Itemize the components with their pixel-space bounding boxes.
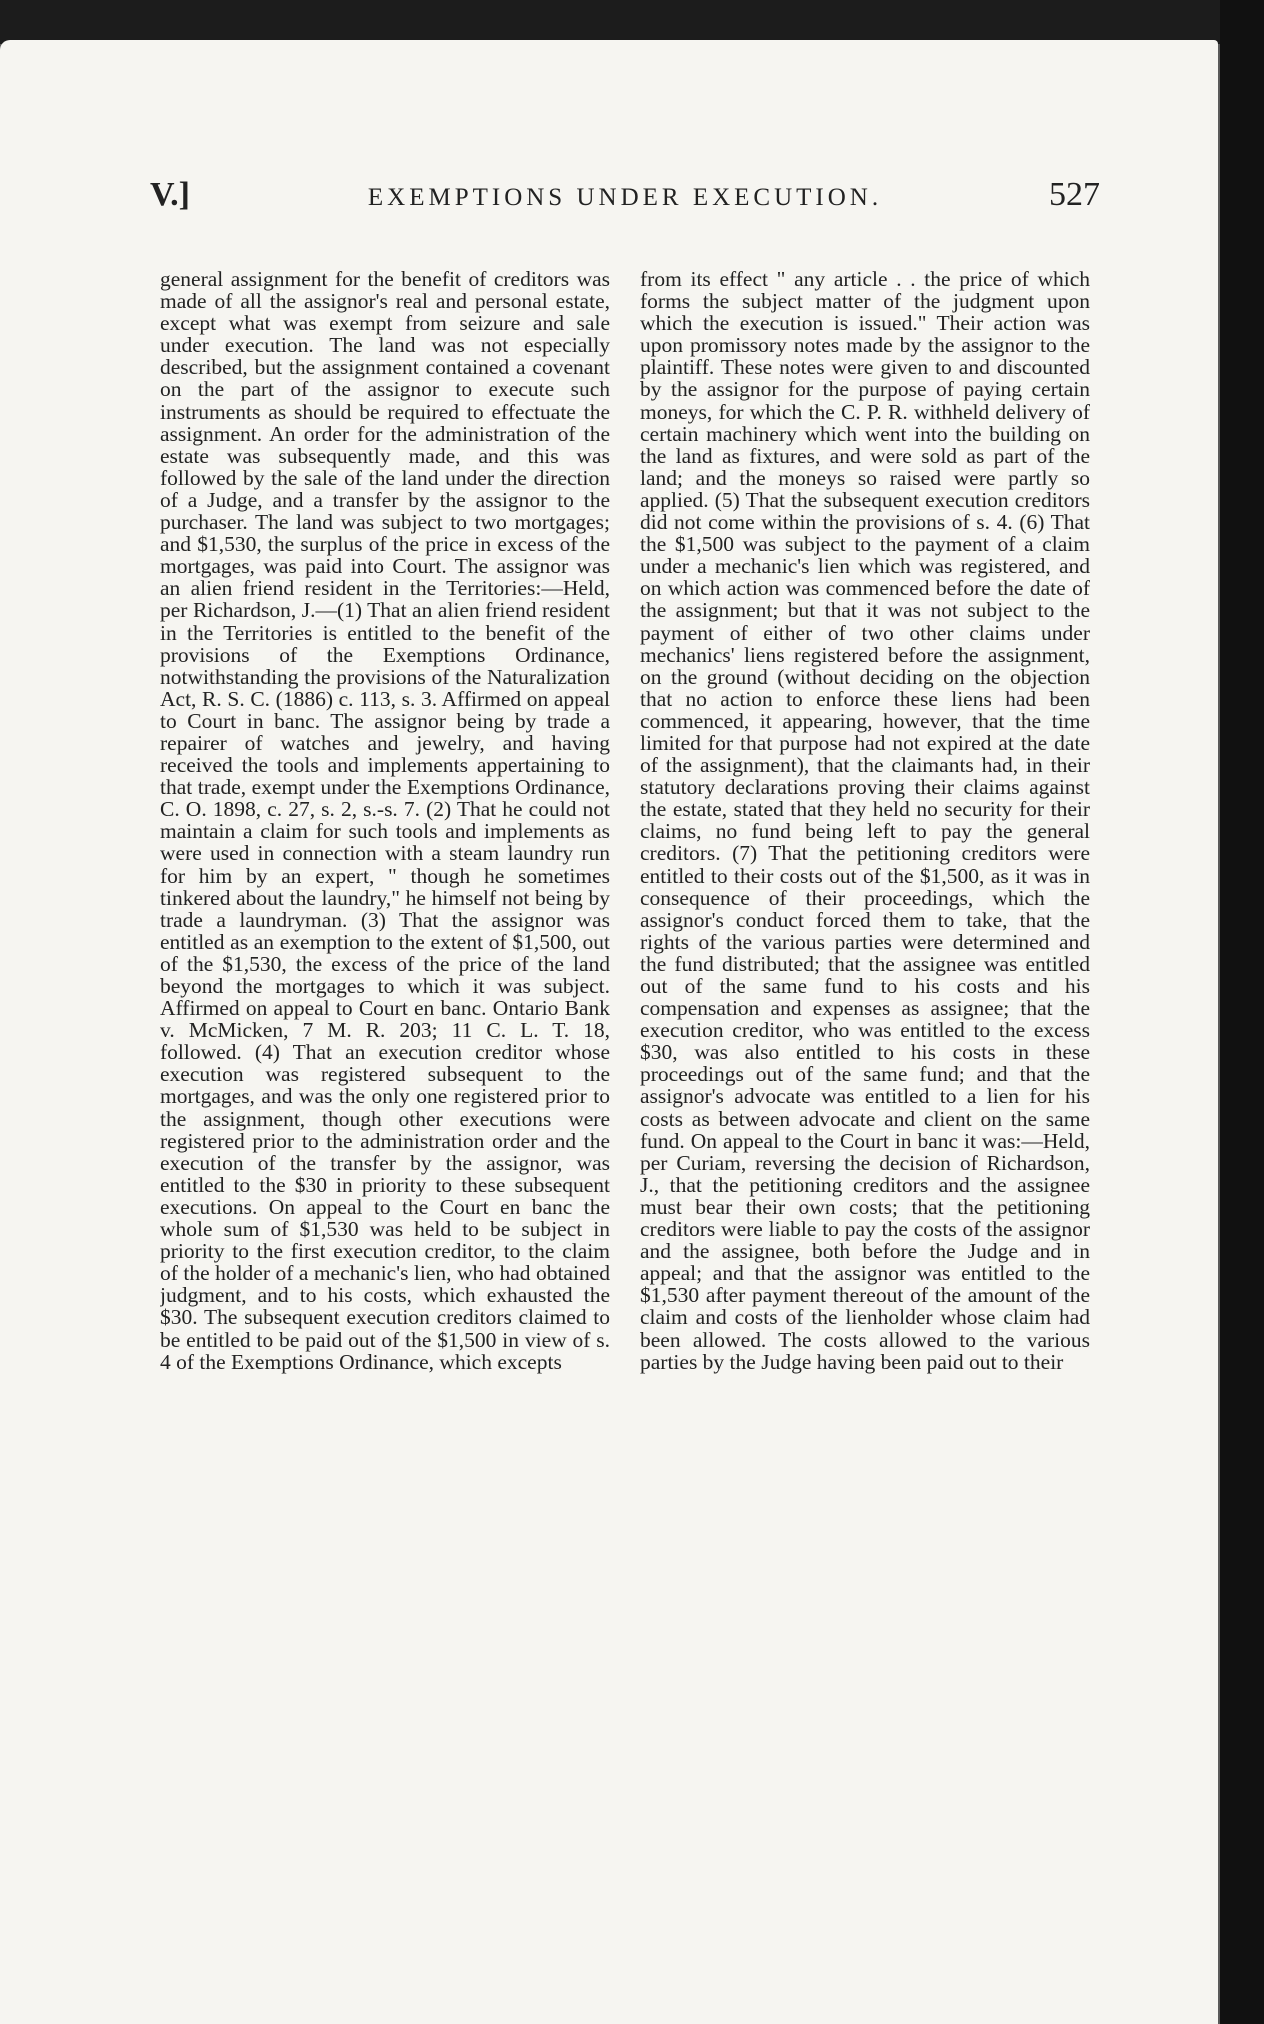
section-marker: V.]: [150, 176, 190, 213]
text-column-left: general assignment for the benefit of creditors was made of all the assignor's real and personal estate, except what was exempt from seizure and sale under execution. The land was not especially described, but the assignment contained a covenant on the part of the assignor to execute such instruments as should be required to effectuate the assignment. An order for the administration of the estate was subsequently made, and this was followed by the sale of the land under the direction of a Judge, and a transfer by the assignor to the purchaser. The land was subject to two mortgages; and $1,530, the surplus of the price in excess of the mortgages, was paid into Court. The assignor was an alien friend resident in the Territories:—Held, per Richardson, J.—(1) That an alien friend resident in the Territories is entitled to the benefit of the provisions of the Exemptions Ordinance, notwithstanding the provisions of the Naturalization Act, R. S. C. (1886) c. 113, s. 3. Affirmed on appeal to Court in banc. The assignor being by trade a repairer of watches and jewelry, and having received the tools and implements appertaining to that trade, exempt under the Exemptions Ordinance, C. O. 1898, c. 27, s. 2, s.-s. 7. (2) That he could not maintain a claim for such tools and implements as were used in connection with a steam laundry run for him by an expert, " though he sometimes tinkered about the laundry," he himself not being by trade a laundryman. (3) That the assignor was entitled as an exemption to the extent of $1,500, out of the $1,530, the excess of the price of the land beyond the mortgages to which it was subject. Affirmed on appeal to Court en banc. Ontario Bank v. McMicken, 7 M. R. 203; 11 C. L. T. 18, followed. (4) That an execution creditor whose execution was registered subsequent to the mortgages, and was the only one registered prior to the assignment, though other executions were registered prior to the administration order and the execution of the transfer by the assignor, was entitled to the $30 in priority to these subsequent executions. On appeal to the Court en banc the whole sum of $1,530 was held to be subject in priority to the first execution creditor, to the claim of the holder of a mechanic's lien, who had obtained judgment, and to his costs, which exhausted the $30. The subsequent execution creditors claimed to be entitled to be paid out of the $1,500 in view of s. 4 of the Exemptions Ordinance, which excepts: [160, 268, 610, 1374]
scan-border-top: [0, 0, 1264, 44]
running-title: EXEMPTIONS UNDER EXECUTION.: [367, 184, 883, 211]
page-number: 527: [1049, 176, 1100, 213]
running-header: [150, 168, 1100, 228]
scan-border-right: [1220, 0, 1264, 2024]
text-column-right: from its effect " any article . . the price of which forms the subject matter of the judgment upon which the execution is issued." Their action was upon promissory notes made by the assignor to the plaintiff. These notes were given to and discounted by the assignor for the purpose of paying certain moneys, for which the C. P. R. withheld delivery of certain machinery which went into the building on the land as fixtures, and were sold as part of the land; and the moneys so raised were partly so applied. (5) That the subsequent execution creditors did not come within the provisions of s. 4. (6) That the $1,500 was subject to the payment of a claim under a mechanic's lien which was registered, and on which action was commenced before the date of the assignment; but that it was not subject to the payment of either of two other claims under mechanics' liens registered before the assignment, on the ground (without deciding on the objection that no action to enforce these liens had been commenced, it appearing, however, that the time limited for that purpose had not expired at the date of the assignment), that the claimants had, in their statutory declarations proving their claims against the estate, stated that they held no security for their claims, no fund being left to pay the general creditors. (7) That the petitioning creditors were entitled to their costs out of the $1,500, as it was in consequence of their proceedings, which the assignor's conduct forced them to take, that the rights of the various parties were determined and the fund distributed; that the assignee was entitled out of the same fund to his costs and his compensation and expenses as assignee; that the execution creditor, who was entitled to the excess $30, was also entitled to his costs in these proceedings out of the same fund; and that the assignor's advocate was entitled to a lien for his costs as between advocate and client on the same fund. On appeal to the Court in banc it was:—Held, per Curiam, reversing the decision of Richardson, J., that the petitioning creditors and the assignee must bear their own costs; that the petitioning creditors were liable to pay the costs of the assignor and the assignee, both before the Judge and in appeal; and that the assignor was entitled to the $1,530 after payment thereout of the amount of the claim and costs of the lienholder whose claim had been allowed. The costs allowed to the various parties by the Judge having been paid out to their: [640, 268, 1090, 1374]
